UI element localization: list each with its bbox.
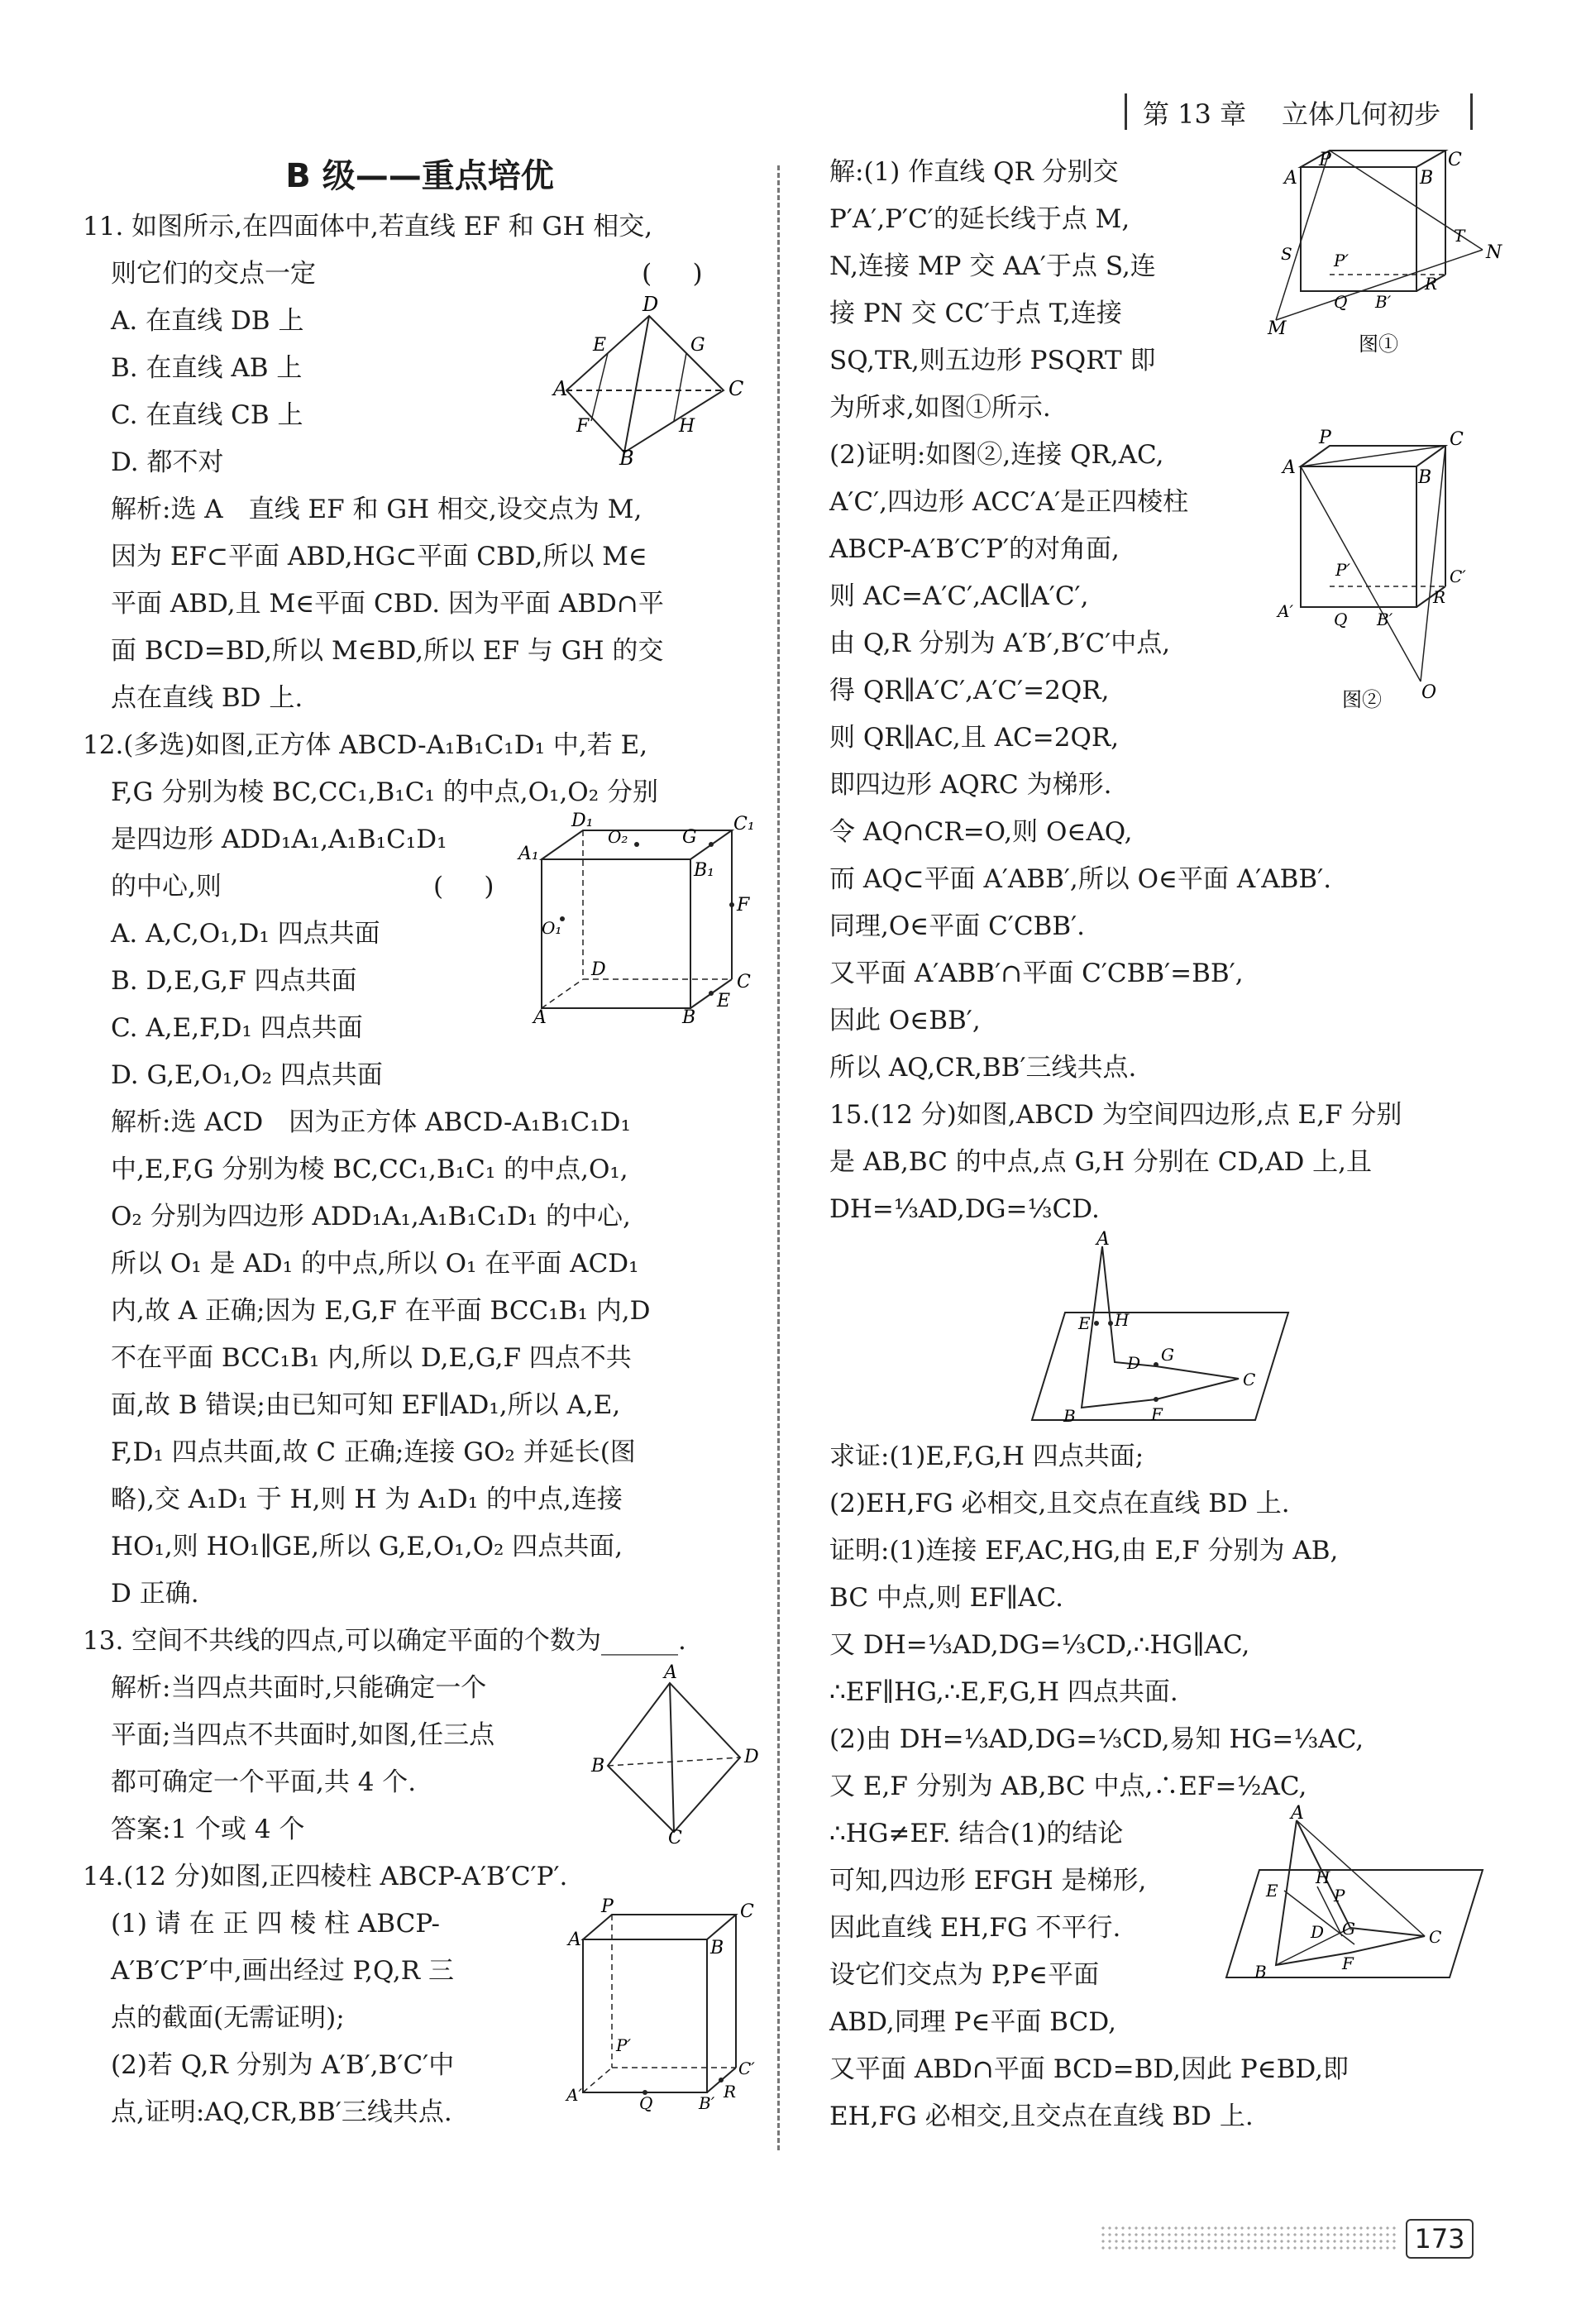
svg-text:P: P [1319, 428, 1331, 448]
q14-proof: 即四边形 AQRC 为梯形. [829, 770, 1112, 800]
svg-text:F: F [1151, 1404, 1163, 1424]
svg-text:D: D [591, 959, 606, 980]
svg-text:H: H [679, 416, 695, 437]
svg-text:Q: Q [639, 2093, 653, 2113]
q14-part2: (2)若 Q,R 分别为 A′B′,B′C′中 [111, 2050, 455, 2080]
svg-text:P: P [601, 1896, 614, 1917]
section-title: B 级——重点培优 [285, 157, 554, 195]
svg-text:P: P [1334, 1886, 1345, 1906]
svg-text:S: S [1281, 244, 1292, 264]
svg-text:P: P [1319, 150, 1331, 170]
fig2-caption: 图② [1342, 688, 1382, 711]
svg-text:D: D [1127, 1353, 1141, 1373]
q12-analysis: 所以 O₁ 是 AD₁ 的中点,所以 O₁ 在平面 ACD₁ [111, 1249, 639, 1279]
q14-solution: 为所求,如图①所示. [829, 393, 1051, 423]
q14-part1: A′B′C′P′中,画出经过 P,Q,R 三 [111, 1956, 454, 1986]
svg-text:D: D [643, 293, 659, 316]
svg-text:A: A [1284, 168, 1297, 189]
svg-text:R: R [1425, 274, 1438, 294]
svg-text:A′: A′ [566, 2085, 582, 2105]
q15-proof: ∴EF∥HG,∴E,F,G,H 四点共面. [829, 1677, 1178, 1707]
svg-text:E: E [717, 991, 731, 1011]
svg-text:F: F [737, 895, 750, 916]
q12-analysis: F,D₁ 四点共面,故 C 正确;连接 GO₂ 并延长(图 [111, 1437, 636, 1467]
q14-proof: 由 Q,R 分别为 A′B′,B′C′中点, [829, 629, 1171, 658]
q14-solution: 接 PN 交 CC′于点 T,连接 [829, 299, 1122, 328]
q11-analysis: 平面 ABD,且 M∈平面 CBD. 因为平面 ABD∩平 [111, 589, 664, 619]
q14-solution: N,连接 MP 交 AA′于点 S,连 [829, 251, 1156, 281]
svg-text:A: A [1096, 1229, 1110, 1250]
svg-text:G: G [1342, 1919, 1355, 1939]
q12-stem: 是四边形 ADD₁A₁,A₁B₁C₁D₁ [111, 825, 447, 854]
q15-proof: 设它们交点为 P,P∈平面 [829, 1960, 1100, 1990]
header-bar-right [1470, 93, 1473, 130]
svg-text:D: D [1311, 1922, 1325, 1942]
svg-text:A₁: A₁ [518, 844, 539, 864]
q14-solution: SQ,TR,则五边形 PSQRT 即 [829, 346, 1156, 375]
svg-text:B′: B′ [1377, 610, 1393, 629]
prism-figure-q14 [566, 1896, 757, 2113]
svg-text:P′: P′ [616, 2035, 631, 2055]
left-column [83, 149, 757, 2136]
svg-text:H: H [1115, 1310, 1130, 1330]
q15-stem: 是 AB,BC 的中点,点 G,H 分别在 CD,AD 上,且 [829, 1147, 1373, 1177]
svg-text:A: A [553, 377, 568, 400]
q15-proof: ∴HG≠EF. 结合(1)的结论 [829, 1819, 1124, 1848]
q15-stem: DH=⅓AD,DG=⅓CD. [829, 1194, 1100, 1224]
q14-part1: 点的截面(无需证明); [111, 2003, 345, 2033]
q12-option-d: D. G,E,O₁,O₂ 四点共面 [111, 1060, 383, 1090]
svg-text:C: C [729, 377, 744, 400]
svg-text:O₁: O₁ [542, 918, 562, 938]
svg-text:C: C [1429, 1927, 1442, 1947]
svg-text:B′: B′ [699, 2093, 715, 2113]
q12-analysis: 内,故 A 正确;因为 E,G,F 在平面 BCC₁B₁ 内,D [111, 1296, 651, 1326]
header-bar-left [1125, 93, 1127, 130]
q13-stem: 13. 空间不共线的四点,可以确定平面的个数为______. [83, 1626, 686, 1656]
right-column [829, 149, 1502, 2140]
q15-proof: 又平面 ABD∩平面 BCD=BD,因此 P∈BD,即 [829, 2054, 1350, 2084]
q14-solution: P′A′,P′C′的延长线于点 M, [829, 204, 1130, 234]
svg-text:C′: C′ [738, 2059, 755, 2078]
svg-text:E: E [1078, 1313, 1091, 1333]
q12-analysis: 面,故 B 错误;由已知可知 EF∥AD₁,所以 A,E, [111, 1390, 621, 1420]
section-figure-1 [1268, 150, 1502, 374]
svg-text:E: E [1266, 1881, 1278, 1901]
q15-proof: EH,FG 必相交,且交点在直线 BD 上. [829, 2102, 1254, 2131]
svg-text:O: O [1421, 682, 1437, 703]
column-divider [777, 165, 780, 2150]
svg-text:P′: P′ [1334, 251, 1349, 270]
svg-text:B: B [1063, 1406, 1076, 1426]
svg-text:A: A [1283, 457, 1296, 478]
svg-text:B₁: B₁ [694, 860, 714, 881]
fig1-caption: 图① [1359, 332, 1398, 356]
page-number-dots [1100, 2225, 1397, 2253]
svg-text:G: G [1161, 1345, 1174, 1365]
chapter-label: 第 13 章 [1143, 98, 1247, 130]
svg-text:A: A [1291, 1803, 1304, 1824]
q12-option-a: A. A,C,O₁,D₁ 四点共面 [111, 919, 380, 949]
chapter-title: 立体几何初步 [1282, 98, 1441, 130]
q14-proof: ABCP-A′B′C′P′的对角面, [829, 534, 1120, 564]
svg-text:C₁: C₁ [733, 814, 755, 834]
cube-figure-q12 [517, 811, 757, 1028]
svg-text:B′: B′ [1375, 292, 1392, 312]
svg-text:B: B [682, 1007, 696, 1028]
q14-proof: (2)证明:如图②,连接 QR,AC, [829, 440, 1164, 470]
quadrilateral-figure-q15-proof [1218, 1803, 1491, 2002]
svg-text:C: C [1448, 150, 1462, 170]
q15-proof: BC 中点,则 EF∥AC. [829, 1583, 1063, 1613]
q14-proof: 而 AQ⊂平面 A′ABB′,所以 O∈平面 A′ABB′. [829, 864, 1332, 894]
svg-text:A: A [533, 1007, 547, 1028]
q15-prove: (2)EH,FG 必相交,且交点在直线 BD 上. [829, 1489, 1290, 1518]
q12-analysis: 不在平面 BCC₁B₁ 内,所以 D,E,G,F 四点不共 [111, 1343, 632, 1373]
q12-analysis: O₂ 分别为四边形 ADD₁A₁,A₁B₁C₁D₁ 的中心, [111, 1202, 631, 1231]
q12-option-c: C. A,E,F,D₁ 四点共面 [111, 1013, 363, 1043]
svg-text:E: E [593, 335, 607, 356]
q12-analysis: 中,E,F,G 分别为棱 BC,CC₁,B₁C₁ 的中点,O₁, [111, 1155, 628, 1184]
svg-text:F: F [576, 416, 590, 437]
svg-text:C: C [668, 1828, 682, 1848]
q11-option-c: C. 在直线 CB 上 [111, 400, 303, 430]
q14-proof: 得 QR∥A′C′,A′C′=2QR, [829, 676, 1110, 705]
svg-text:G: G [682, 827, 697, 848]
q15-stem: 15.(12 分)如图,ABCD 为空间四边形,点 E,F 分别 [829, 1100, 1402, 1130]
q11-analysis: 因为 EF⊂平面 ABD,HG⊂平面 CBD,所以 M∈ [111, 542, 647, 571]
q13-analysis: 都可确定一个平面,共 4 个. [111, 1767, 417, 1797]
q12-option-b: B. D,E,G,F 四点共面 [111, 966, 357, 996]
svg-text:B: B [1420, 168, 1434, 189]
q15-proof: ABD,同理 P∈平面 BCD, [829, 2007, 1116, 2037]
svg-text:N: N [1486, 242, 1502, 263]
q14-part1: (1) 请 在 正 四 棱 柱 ABCP- [111, 1909, 440, 1939]
q14-proof: 同理,O∈平面 C′CBB′. [829, 911, 1086, 941]
svg-text:C: C [737, 972, 751, 992]
q12-stem: 12.(多选)如图,正方体 ABCD-A₁B₁C₁D₁ 中,若 E, [83, 730, 648, 760]
svg-text:A: A [568, 1929, 581, 1950]
q11-analysis: 面 BCD=BD,所以 M∈BD,所以 EF 与 GH 的交 [111, 636, 664, 666]
q14-proof: 又平面 A′ABB′∩平面 C′CBB′=BB′, [829, 959, 1244, 988]
q15-proof: 又 DH=⅓AD,DG=⅓CD,∴HG∥AC, [829, 1630, 1250, 1660]
svg-text:B: B [619, 447, 634, 470]
q12-stem: F,G 分别为棱 BC,CC₁,B₁C₁ 的中点,O₁,O₂ 分别 [111, 777, 659, 807]
svg-text:O₂: O₂ [608, 827, 628, 847]
svg-text:B: B [710, 1938, 724, 1958]
q14-part2: 点,证明:AQ,CR,BB′三线共点. [111, 2097, 452, 2127]
quadrilateral-figure-q15 [1024, 1229, 1297, 1428]
svg-text:Q: Q [1334, 610, 1348, 629]
q14-proof: 所以 AQ,CR,BB′三线共点. [829, 1053, 1137, 1083]
q11-analysis: 点在直线 BD 上. [111, 683, 303, 713]
svg-text:T: T [1454, 226, 1465, 246]
page-header [1125, 87, 1488, 136]
svg-text:C′: C′ [1450, 567, 1466, 586]
svg-text:D₁: D₁ [571, 811, 594, 831]
q14-proof: 令 AQ∩CR=O,则 O∈AQ, [829, 817, 1133, 847]
svg-text:M: M [1268, 318, 1287, 339]
q15-proof: 又 E,F 分别为 AB,BC 中点,∴EF=½AC, [829, 1772, 1307, 1801]
page-number: 173 [1406, 2219, 1474, 2259]
q14-proof: 则 AC=A′C′,AC∥A′C′, [829, 581, 1089, 611]
q12-analysis: D 正确. [111, 1579, 199, 1609]
svg-text:P′: P′ [1335, 560, 1350, 580]
svg-text:R: R [724, 2082, 737, 2102]
q11-option-a: A. 在直线 DB 上 [111, 306, 304, 336]
tetrahedron-figure-q11 [550, 293, 757, 470]
svg-text:C: C [740, 1901, 754, 1922]
q12-analysis: HO₁,则 HO₁∥GE,所以 G,E,O₁,O₂ 四点共面, [111, 1532, 623, 1561]
q13-answer: 答案:1 个或 4 个 [111, 1815, 305, 1844]
q13-analysis: 解析:当四点共面时,只能确定一个 [111, 1673, 487, 1703]
svg-text:H: H [1316, 1867, 1330, 1887]
q15-proof: 可知,四边形 EFGH 是梯形, [829, 1866, 1147, 1896]
q15-proof: 证明:(1)连接 EF,AC,HG,由 E,F 分别为 AB, [829, 1536, 1339, 1566]
q14-proof: 则 QR∥AC,且 AC=2QR, [829, 723, 1120, 753]
svg-text:Q: Q [1334, 292, 1348, 312]
q11-analysis: 解析:选 A 直线 EF 和 GH 相交,设交点为 M, [111, 495, 643, 524]
svg-text:A′: A′ [1278, 601, 1293, 621]
svg-text:C: C [1450, 429, 1464, 450]
q11-stem: 则它们的交点一定 ( ) [111, 259, 703, 289]
q14-solution: 解:(1) 作直线 QR 分别交 [829, 157, 1119, 187]
svg-text:G: G [690, 335, 705, 356]
q11-option-b: B. 在直线 AB 上 [111, 353, 303, 383]
svg-text:B: B [1418, 467, 1432, 488]
svg-text:A: A [664, 1662, 677, 1683]
q15-proof: (2)由 DH=⅓AD,DG=⅓CD,易知 HG=⅓AC, [829, 1724, 1364, 1754]
svg-text:D: D [744, 1747, 759, 1767]
svg-text:F: F [1342, 1953, 1354, 1973]
q11-stem: 11. 如图所示,在四面体中,若直线 EF 和 GH 相交, [83, 212, 653, 241]
q15-prove: 求证:(1)E,F,G,H 四点共面; [829, 1442, 1144, 1471]
tetrahedron-figure-q13 [591, 1662, 759, 1848]
section-figure-2 [1276, 428, 1491, 715]
svg-text:B: B [591, 1756, 605, 1776]
q12-stem: 的中心,则 ( ) [111, 872, 494, 901]
q15-proof: 因此直线 EH,FG 不平行. [829, 1913, 1121, 1943]
q14-proof: 因此 O∈BB′, [829, 1006, 981, 1035]
svg-text:C: C [1243, 1370, 1256, 1389]
q14-stem: 14.(12 分)如图,正四棱柱 ABCP-A′B′C′P′. [83, 1862, 568, 1891]
q14-proof: A′C′,四边形 ACC′A′是正四棱柱 [829, 487, 1189, 517]
svg-text:R: R [1433, 587, 1446, 607]
q12-analysis: 解析:选 ACD 因为正方体 ABCD-A₁B₁C₁D₁ [111, 1107, 631, 1137]
svg-text:B: B [1254, 1962, 1267, 1982]
q13-analysis: 平面;当四点不共面时,如图,任三点 [111, 1720, 495, 1750]
q12-analysis: 略),交 A₁D₁ 于 H,则 H 为 A₁D₁ 的中点,连接 [111, 1485, 623, 1514]
q11-option-d: D. 都不对 [111, 447, 224, 477]
